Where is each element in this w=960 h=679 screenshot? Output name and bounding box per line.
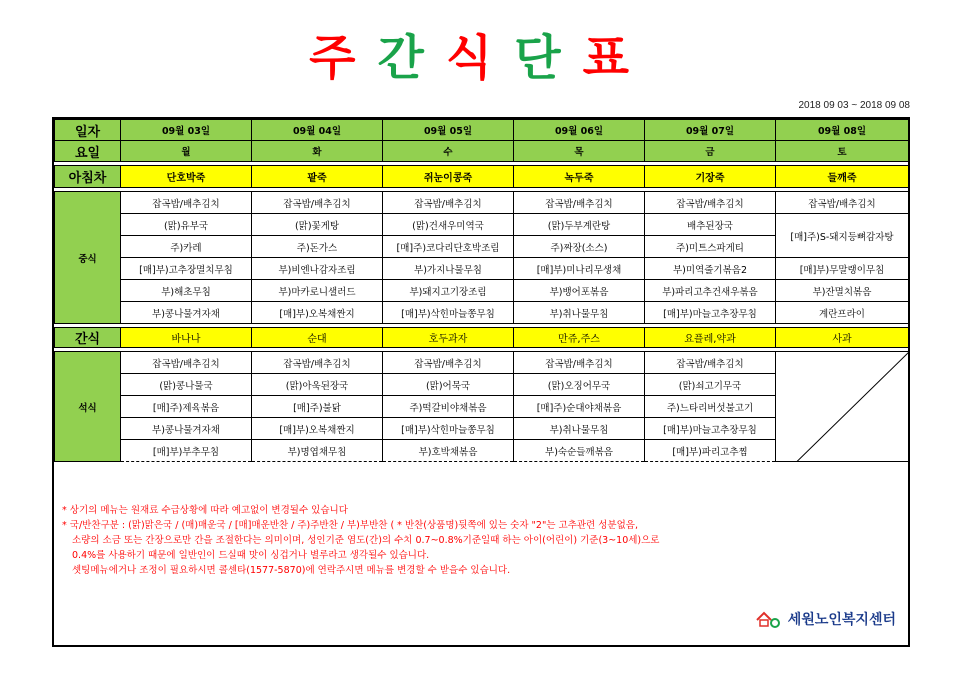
snack-wed: 호두과자 [383, 328, 514, 348]
lunch-item: 잡곡밥/배추김치 [252, 192, 383, 214]
date-range: 2018 09 03 ~ 2018 09 08 [798, 100, 910, 111]
date-sat: 09월 08일 [776, 120, 909, 141]
diagonal-line-icon [776, 352, 909, 462]
lunch-item: 부)미역줄기볶음2 [645, 258, 776, 280]
snack-thu: 만쥬,주스 [514, 328, 645, 348]
saturday-dinner-empty [776, 352, 909, 462]
lunch-item: 주)돈가스 [252, 236, 383, 258]
dinner-item: 부)명엽채무침 [252, 440, 383, 462]
dinner-item: (맑)쇠고기무국 [645, 374, 776, 396]
menu-table [54, 119, 909, 462]
lunch-row [55, 280, 909, 302]
dinner-item: 주)떡갈비야채볶음 [383, 396, 514, 418]
snack-fri: 요플레,약과 [645, 328, 776, 348]
lunch-item: 주)미트스파게티 [645, 236, 776, 258]
dinner-item: [매]부)마늘고추장무침 [645, 418, 776, 440]
dinner-row [55, 352, 909, 374]
lunch-row [55, 302, 909, 324]
weekday-thu: 목 [514, 141, 645, 162]
lunch-item: (맑)두부계란탕 [514, 214, 645, 236]
breakfast-row [55, 166, 909, 188]
dinner-item: 부)콩나물겨자채 [121, 418, 252, 440]
date-mon: 09월 03일 [121, 120, 252, 141]
lunch-item: [매]주)S-돼지등뼈감자탕 [776, 214, 909, 258]
lunch-item: 부)돼지고기장조림 [383, 280, 514, 302]
lunch-item: [매]부)고추장멸치무침 [121, 258, 252, 280]
lunch-item: 부)마카로니샐러드 [252, 280, 383, 302]
dinner-item: [매]주)순대야채볶음 [514, 396, 645, 418]
lunch-item: (맑)유부국 [121, 214, 252, 236]
dinner-item: 잡곡밥/배추김치 [514, 352, 645, 374]
lunch-item: 계란프라이 [776, 302, 909, 324]
house-logo-icon [754, 609, 780, 629]
page-title [0, 28, 960, 88]
lunch-item: 주)카레 [121, 236, 252, 258]
date-thu: 09월 06일 [514, 120, 645, 141]
dinner-item: (맑)아욱된장국 [252, 374, 383, 396]
snack-mon: 바나나 [121, 328, 252, 348]
breakfast-sat: 들깨죽 [776, 166, 909, 188]
snack-label: 간식 [55, 328, 121, 348]
dinner-item: 부)호박채볶음 [383, 440, 514, 462]
lunch-item: 주)짜장(소스) [514, 236, 645, 258]
title-char-3: 식 [445, 30, 515, 86]
title-char-2: 간 [377, 30, 446, 86]
dinner-item: 주)느타리버섯불고기 [645, 396, 776, 418]
weekday-mon: 월 [121, 141, 252, 162]
lunch-item: 잡곡밥/배추김치 [776, 192, 909, 214]
lunch-item: [매]부)마늘고추장무침 [645, 302, 776, 324]
dinner-item: [매]부)삭힌마늘쫑무침 [383, 418, 514, 440]
lunch-item: [매]주)코다리단호박조림 [383, 236, 514, 258]
lunch-item: [매]부)미나리무생채 [514, 258, 645, 280]
weekday-sat: 토 [776, 141, 909, 162]
lunch-item: 부)해초무침 [121, 280, 252, 302]
breakfast-mon: 단호박죽 [121, 166, 252, 188]
breakfast-thu: 녹두죽 [514, 166, 645, 188]
lunch-item: 부)잔멸치볶음 [776, 280, 909, 302]
lunch-row [55, 258, 909, 280]
lunch-item: 부)가지나물무침 [383, 258, 514, 280]
snack-row [55, 328, 909, 348]
dinner-item: 잡곡밥/배추김치 [252, 352, 383, 374]
notes-section [62, 503, 902, 578]
center-logo [754, 607, 896, 631]
note-line: 0.4%를 사용하기 때문에 일반인이 드실때 맛이 싱겁거나 별루라고 생각될수 있습니다. [72, 550, 430, 561]
dinner-item: [매]주)불닭 [252, 396, 383, 418]
lunch-item: [매]부)삭힌마늘쫑무침 [383, 302, 514, 324]
breakfast-label: 아침차 [55, 166, 121, 188]
dinner-item: 부)취나물무침 [514, 418, 645, 440]
weekday-wed: 수 [383, 141, 514, 162]
note-line: 셋팅메뉴에거나 조정이 필요하시면 콜센타(1577-5870)에 연락주시면 메뉴를 변경할 수 받을수 있습니다. [72, 565, 511, 576]
title-char-4: 단 [514, 30, 583, 86]
lunch-item: 잡곡밥/배추김치 [514, 192, 645, 214]
note-line: 소량의 소금 또는 간장으로만 간을 조절한다는 의미이며, 성인기준 염도(간)의 수치 0.7~0.8%기준일때 하는 아이(어린이) 기준(3~10세)으로 [72, 535, 660, 546]
lunch-item: 부)비엔나감자조림 [252, 258, 383, 280]
dinner-item: 잡곡밥/배추김치 [383, 352, 514, 374]
lunch-label: 중식 [55, 192, 121, 324]
title-char-1: 주 [309, 30, 378, 86]
center-name: 세원노인복지센터 [787, 612, 896, 628]
lunch-item: 부)파리고추건새우볶음 [645, 280, 776, 302]
lunch-item: [매]부)오복채짠지 [252, 302, 383, 324]
date-fri: 09월 07일 [645, 120, 776, 141]
date-row [55, 120, 909, 141]
dinner-item: (맑)오징어무국 [514, 374, 645, 396]
note-line: * 상기의 메뉴는 원재료 수급상황에 따라 예고없이 변경될수 있습니다 [62, 505, 348, 516]
dinner-item: (맑)어묵국 [383, 374, 514, 396]
snack-tue: 순대 [252, 328, 383, 348]
breakfast-tue: 팥죽 [252, 166, 383, 188]
date-label: 일자 [55, 120, 121, 141]
dinner-item: [매]부)오복채짠지 [252, 418, 383, 440]
lunch-item: 부)콩나물겨자채 [121, 302, 252, 324]
lunch-item: (맑)건새우미역국 [383, 214, 514, 236]
dinner-label: 석식 [55, 352, 121, 462]
breakfast-wed: 쥐눈이콩죽 [383, 166, 514, 188]
dinner-item: [매]부)부추무침 [121, 440, 252, 462]
menu-board [52, 117, 910, 647]
dinner-item: [매]부)파리고추찜 [645, 440, 776, 462]
snack-sat: 사과 [776, 328, 909, 348]
dinner-item: (맑)콩나물국 [121, 374, 252, 396]
lunch-row [55, 214, 909, 236]
note-line: * 국/반찬구분 : (맑)맑은국 / (매)매운국 / [매]매운반찬 / 주)주반찬 / 부)부반찬 ( * 반찬(상품명)뒷쪽에 있는 숫자 "2"는 고추관련 성분없음, [62, 520, 638, 531]
lunch-item: (맑)꽃게탕 [252, 214, 383, 236]
lunch-item: 부)뱅어포볶음 [514, 280, 645, 302]
lunch-item: [매]부)무말랭이무침 [776, 258, 909, 280]
lunch-item: 잡곡밥/배추김치 [121, 192, 252, 214]
date-wed: 09월 05일 [383, 120, 514, 141]
lunch-row [55, 192, 909, 214]
breakfast-fri: 기장죽 [645, 166, 776, 188]
lunch-item: 부)취나물무침 [514, 302, 645, 324]
weekday-fri: 금 [645, 141, 776, 162]
lunch-item: 잡곡밥/배추김치 [645, 192, 776, 214]
dinner-item: 잡곡밥/배추김치 [645, 352, 776, 374]
dinner-item: 잡곡밥/배추김치 [121, 352, 252, 374]
dinner-item: 부)숙순들깨볶음 [514, 440, 645, 462]
weekday-label: 요일 [55, 141, 121, 162]
weekday-tue: 화 [252, 141, 383, 162]
lunch-item: 잡곡밥/배추김치 [383, 192, 514, 214]
lunch-item: 배추된장국 [645, 214, 776, 236]
weekday-row [55, 141, 909, 162]
title-char-5: 표 [582, 30, 651, 86]
date-tue: 09월 04일 [252, 120, 383, 141]
dinner-item: [매]주)제육볶음 [121, 396, 252, 418]
